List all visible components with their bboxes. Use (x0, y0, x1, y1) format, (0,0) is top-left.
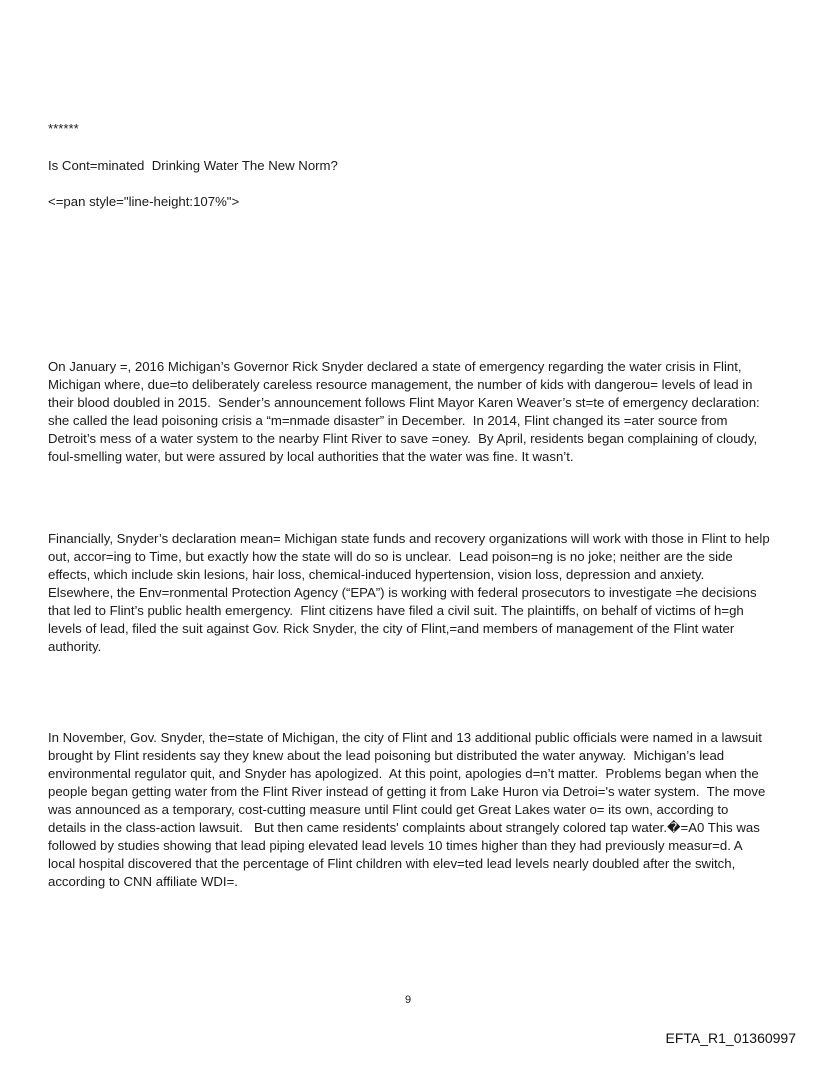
body-paragraph-1: On January =, 2016 Michigan’s Governor Rick Snyder declared a state of emergency regarding the water crisis in Flint, Michigan where, due=to deliberately careless resource management, the number of kids with dangerou= levels of lead in their blood doubled in 2015. Sender’s announcement follows Flint Mayor Karen Weaver’s st=te of emergency declaration: she called the lead poisoning crisis a “m=nmade disaster” in December. In 2014, Flint changed its =ater source from Detroit’s mess of a water system to the nearby Flint River to save =oney. By April, residents began complaining of cloudy, foul-smelling water, but were assured by local authorities that the water was fine. It wasn’t. (48, 359, 764, 464)
section-separator: ****** (48, 121, 79, 136)
body-paragraph-3: In November, Gov. Snyder, the=state of Michigan, the city of Flint and 13 additional public officials were named in a lawsuit brought by Flint residents say they knew about the lead poisoning but distributed the water anyway. Michigan’s lead environmental regulator quit, and Snyder has apologized. At this point, apologies d=n’t matter. Problems began when the people began getting water from the Flint River instead of getting it from Lake Huron via Detroi='s water system. The move was announced as a temporary, cost-cutting measure until Flint could get Great Lakes water o= its own, according to details in the class-action lawsuit. But then came residents' complaints about strangely colored tap water.�=A0 This was followed by studies showing that lead piping elevated lead levels 10 times higher than they had previously measur=d. A local hospital discovered that the percentage of Flint children with elev=ted lead levels nearly doubled after the switch, according to CNN affiliate WDI=. (48, 730, 769, 889)
bates-number: EFTA_R1_01360997 (665, 1030, 796, 1046)
stray-markup-text: <=pan style="line-height:107%"> (48, 194, 240, 209)
article-headline: Is Cont=minated Drinking Water The New Norm? (48, 158, 338, 173)
page-number: 9 (404, 994, 412, 1006)
body-paragraph-2: Financially, Snyder’s declaration mean= Michigan state funds and recovery organizations will work with those in Flint to help out, accor=ing to Time, but exactly how the state will do so is unclear. Lead poison=ng is no joke; neither are the side effects, which include skin lesions, hair loss, chemical-induced hypertension, vision loss, depression and anxiety. Elsewhere, the Env=ronmental Protection Agency (“EPA”) is working with federal prosecutors to investigate =he decisions that led to Flint’s public health emergency. Flint citizens have filed a civil suit. The plaintiffs, on behalf of victims of h=gh levels of lead, filed the suit against Gov. Rick Snyder, the city of Flint,=and members of management of the Flint water authority. (48, 531, 774, 654)
